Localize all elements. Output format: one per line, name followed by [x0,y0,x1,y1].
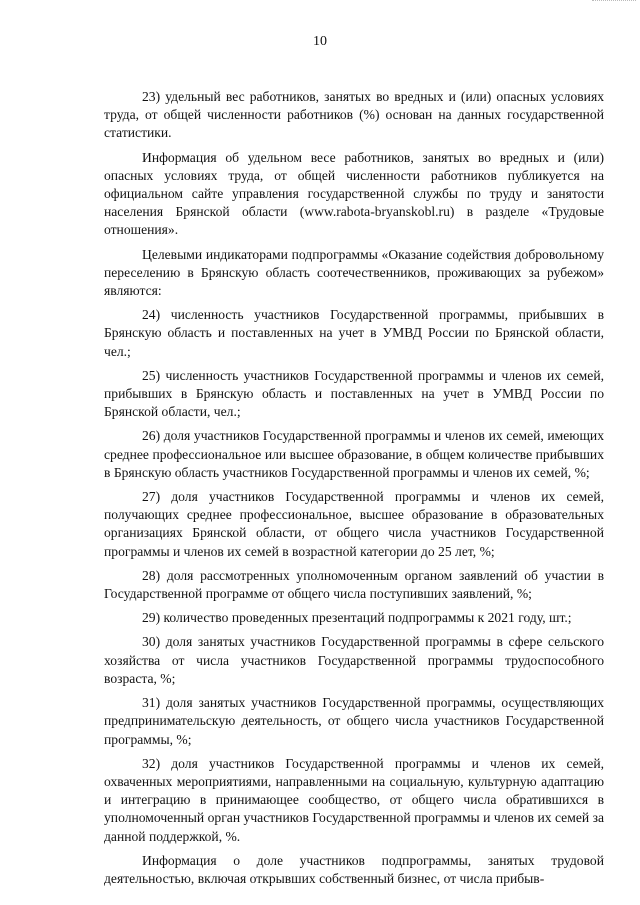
page-number: 10 [313,34,327,49]
paragraph-target-indicators: Целевыми индикаторами подпрограммы «Оказание содействия добровольному переселению в Брянскую область соотечественников, проживающих за рубежом» являются: [104,246,604,299]
paragraph-25: 25) численность участников Государственной программы и членов их семей, прибывших в Брянскую область и поставленных на учет в УМВД России по Брянской области, чел.; [104,367,604,420]
paragraph-26: 26) доля участников Государственной программы и членов их семей, имеющих среднее профессиональное или высшее образование, в общем количестве прибывших в Брянскую область участников Государственной программы и членов их семей, %; [104,428,604,480]
paragraph-info-hazard: Информация об удельном весе работников, занятых во вредных и (или) опасных условиях труда, от общей численности работников публикуется на официальном сайте управления государственной службы по труду и занятости населения Брянской области (www.rabota-bryanskobl.ru) в разделе «Трудовые отношения». [104,149,604,238]
paragraph-29: 29) количество проведенных презентаций подпрограммы к 2021 году, шт.; [142,610,572,626]
document-body [104,88,604,894]
paragraph-24: 24) численность участников Государственной программы, прибывших в Брянскую область и поставленных на учет в УМВД России по Брянской области, чел.; [104,307,604,359]
paragraph-32: 32) доля участников Государственной программы и членов их семей, охваченных мероприятиями, направленными на социальную, культурную адаптацию и интеграцию в принимающее сообщество, от общего числа обратившихся в уполномоченный орган участников Государственной программы и членов их семей за данной поддержкой, %. [104,755,604,844]
paragraph-31: 31) доля занятых участников Государственной программы, осуществляющих предпринимательскую деятельность, от общего числа участников Государственной программы, %; [104,695,604,747]
paragraph-28: 28) доля рассмотренных уполномоченным органом заявлений об участии в Государственной программе от общего числа поступивших заявлений, %; [104,567,604,602]
paragraph-30: 30) доля занятых участников Государственной программы в сфере сельского хозяйства от числа участников Государственной программы трудоспособного возраста, %; [104,634,604,686]
scan-corner-mark [592,0,636,5]
paragraph-23: 23) удельный вес работников, занятых во вредных и (или) опасных условиях труда, от общей численности работников (%) основан на данных государственной статистики. [104,89,604,141]
paragraph-info-employment: Информация о доле участников подпрограммы, занятых трудовой деятельностью, включая открывших собственный бизнес, от числа прибыв- [104,852,604,886]
paragraph-27: 27) доля участников Государственной программы и членов их семей, получающих среднее профессиональное, высшее образование в образовательных организациях Брянской области, от общего числа участников Государственной программы и членов их семей в возрастной категории до 25 лет, %; [104,489,604,559]
